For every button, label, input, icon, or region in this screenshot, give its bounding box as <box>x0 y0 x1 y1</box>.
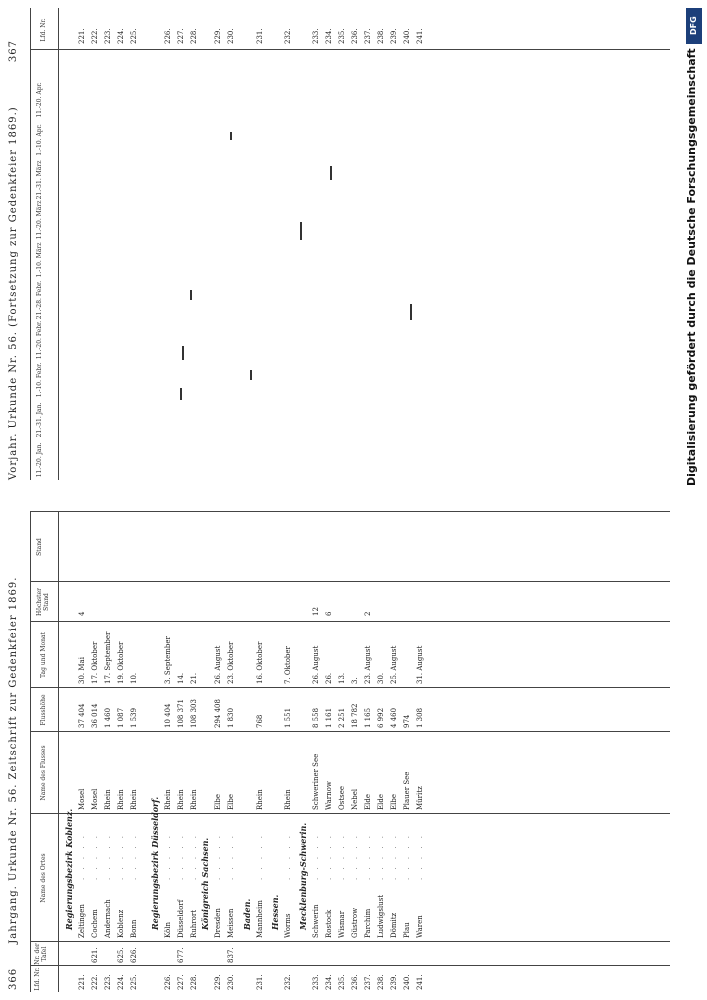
left-table-top-rule <box>30 512 31 992</box>
table-row <box>323 0 336 1000</box>
cell-tafel: 625. <box>117 947 125 963</box>
cell-hoehe: 1 460 <box>104 707 112 728</box>
cell-rnr: 232. <box>284 28 292 44</box>
dot-leader: . . . . . <box>177 832 185 880</box>
tally-mark <box>250 370 252 380</box>
cell-hoehe: 294 408 <box>214 699 222 728</box>
dot-leader: . . . . . <box>164 832 172 880</box>
dot-leader: . . . . . <box>364 832 372 880</box>
cell-fluss: Rhein <box>284 789 292 810</box>
cell-datum: 31. August <box>416 645 424 684</box>
cell-fluss: Ostsee <box>338 785 346 810</box>
cell-nr: 234. <box>325 974 333 990</box>
cell-fluss: Elbe <box>214 794 222 810</box>
cell-datum: 3. <box>351 677 359 684</box>
col-head-hoechst: Höchster Stand <box>36 588 50 616</box>
cell-fluss: Elde <box>364 794 372 810</box>
cell-ort: Ludwigslust <box>377 894 385 938</box>
cell-fluss: Rhein <box>177 789 185 810</box>
cell-ort: Cochem <box>91 909 99 938</box>
table-row <box>89 0 102 1000</box>
cell-rnr: 238. <box>377 28 385 44</box>
right-table-top-rule <box>30 8 31 480</box>
col-head-ort: Name des Ortes <box>40 853 47 903</box>
cell-datum: 25. August <box>390 645 398 684</box>
dot-leader: . . . . . <box>117 832 125 880</box>
cell-fluss: Elbe <box>227 794 235 810</box>
cell-ort: Wismar <box>338 910 346 938</box>
dot-leader: . . . . . <box>190 832 198 880</box>
cell-ort: Meissen <box>227 908 235 938</box>
cell-rnr: 224. <box>117 28 125 44</box>
dot-leader: . . . . . <box>256 832 264 880</box>
col-head-period: 1.-10. Apr. <box>36 124 43 156</box>
cell-fluss: Mosel <box>91 788 99 810</box>
cell-rnr: 241. <box>416 28 424 44</box>
cell-datum: 17. Oktober <box>91 641 99 684</box>
cell-hoehe: 1 539 <box>130 707 138 728</box>
cell-datum: 30. Mai <box>78 657 86 684</box>
dot-leader: . . . . . <box>338 832 346 880</box>
cell-nr: 239. <box>390 974 398 990</box>
cell-ort: Dresden <box>214 908 222 938</box>
cell-rnr: 229. <box>214 28 222 44</box>
table-row <box>225 0 238 1000</box>
cell-fluss: Rhein <box>117 789 125 810</box>
cell-tafel: 621. <box>91 947 99 963</box>
cell-hoehe: 37 404 <box>78 703 86 728</box>
table-row <box>401 0 414 1000</box>
cell-rnr: 240. <box>403 28 411 44</box>
tally-mark <box>330 166 332 180</box>
cell-hoehe: 8 558 <box>312 707 320 728</box>
tally-mark <box>410 304 412 320</box>
dfg-watermark-text: Digitalisierung gefördert durch die Deutsche Forschungsgemeinschaft <box>685 48 698 486</box>
cell-ort: Ruhrort <box>190 909 198 938</box>
cell-ort: Dömitz <box>390 912 398 938</box>
dfg-watermark <box>685 8 703 988</box>
cell-tafel: 837. <box>227 947 235 963</box>
cell-stand: 4 <box>78 611 86 616</box>
cell-nr: 231. <box>256 974 264 990</box>
col-head-lfd-nr: Lfd. Nr. <box>34 967 41 991</box>
cell-hoehe: 1 161 <box>325 707 333 728</box>
cell-ort: Zeltingen <box>78 904 86 938</box>
cell-datum: 3. September <box>164 636 172 684</box>
dot-leader: . . . . . <box>284 832 292 880</box>
cell-rnr: 230. <box>227 28 235 44</box>
cell-datum: 30. <box>377 672 385 684</box>
cell-datum: 17. September <box>104 631 112 684</box>
cell-nr: 233. <box>312 974 320 990</box>
cell-hoehe: 36 014 <box>91 703 99 728</box>
cell-fluss: Rhein <box>104 789 112 810</box>
col-head-right-lfd-nr: Lfd. Nr. <box>40 18 47 42</box>
cell-fluss: Elde <box>377 794 385 810</box>
table-row <box>254 0 267 1000</box>
cell-datum: 23. Oktober <box>227 641 235 684</box>
section-title: Regierungsbezirk Koblenz. <box>64 808 74 930</box>
cell-fluss: Rhein <box>256 789 264 810</box>
col-head-period: 11.-20. März <box>36 200 43 240</box>
cell-ort: Köln <box>164 921 172 938</box>
col-head-period: 1.-10. Febr. <box>36 362 43 398</box>
table-row <box>162 0 175 1000</box>
cell-ort: Düsseldorf <box>177 899 185 938</box>
cell-nr: 225. <box>130 974 138 990</box>
cell-hoehe: 1 308 <box>416 707 424 728</box>
cell-tafel: 626. <box>130 947 138 963</box>
cell-fluss: Rhein <box>130 789 138 810</box>
cell-hoehe: 108 371 <box>177 699 185 728</box>
right-table-header-rule <box>58 8 59 480</box>
cell-rnr: 228. <box>190 28 198 44</box>
cell-rnr: 222. <box>91 28 99 44</box>
cell-datum: 26. <box>325 672 333 684</box>
cell-rnr: 221. <box>78 28 86 44</box>
cell-datum: 13. <box>338 672 346 684</box>
cell-fluss: Plauer See <box>403 771 411 810</box>
section-title: Königreich Sachsen. <box>200 837 210 930</box>
cell-hoehe: 974 <box>403 714 411 728</box>
cell-fluss: Warnow <box>325 781 333 810</box>
cell-ort: Schwerin <box>312 904 320 938</box>
dot-leader: . . . . . <box>312 832 320 880</box>
cell-hoehe: 768 <box>256 714 264 728</box>
cell-rnr: 233. <box>312 28 320 44</box>
col-head-period: 21.-28. Febr. <box>36 280 43 320</box>
table-row <box>362 0 375 1000</box>
cell-nr: 226. <box>164 974 172 990</box>
table-row <box>375 0 388 1000</box>
cell-hoehe: 10 404 <box>164 703 172 728</box>
cell-fluss: Rhein <box>190 789 198 810</box>
cell-fluss: Schweriner See <box>312 753 320 810</box>
table-row <box>414 0 427 1000</box>
section-title: Regierungsbezirk Düsseldorf. <box>150 796 160 930</box>
col-head-period: 11.-20. Febr. <box>36 320 43 360</box>
cell-ort: Parchim <box>364 908 372 938</box>
dot-leader: . . . . . <box>91 832 99 880</box>
cell-datum: 16. Oktober <box>256 641 264 684</box>
cell-ort: Plau <box>403 922 411 938</box>
cell-ort: Güstrow <box>351 907 359 938</box>
cell-ort: Mannheim <box>256 900 264 938</box>
cell-ort: Andernach <box>104 899 112 938</box>
right-page-number: 367 <box>8 40 19 63</box>
cell-nr: 229. <box>214 974 222 990</box>
dot-leader: . . . . . <box>403 832 411 880</box>
cell-datum: 10. <box>130 672 138 684</box>
table-row <box>310 0 323 1000</box>
cell-fluss: Elbe <box>390 794 398 810</box>
section-title: Hessen. <box>270 894 280 930</box>
cell-stand: 2 <box>364 611 372 616</box>
table-row <box>115 0 128 1000</box>
cell-rnr: 235. <box>338 28 346 44</box>
right-page-title: Vorjahr. Urkunde Nr. 56. (Fortsetzung zur Gedenkfeier 1869.) <box>8 106 19 480</box>
dot-leader: . . . . . <box>390 832 398 880</box>
cell-rnr: 227. <box>177 28 185 44</box>
col-head-hoehe: Flusshöhe <box>40 694 47 726</box>
left-page-title: Jahrgang. Urkunde Nr. 56. Zeitschrift zur Gedenkfeier 1869. <box>8 576 19 944</box>
table-row <box>388 0 401 1000</box>
cell-hoehe: 6 992 <box>377 707 385 728</box>
cell-nr: 240. <box>403 974 411 990</box>
section-title: Baden. <box>242 898 252 930</box>
cell-stand: 6 <box>325 611 333 616</box>
left-table-header-rule <box>58 512 59 992</box>
col-head-period: 21.-31. Jan. <box>36 402 43 438</box>
dot-leader: . . . . . <box>130 832 138 880</box>
cell-rnr: 234. <box>325 28 333 44</box>
col-head-fluss: Name des Flusses <box>40 745 47 801</box>
col-head-period: 11.-20. Jan. <box>36 442 43 478</box>
cell-hoehe: 2 251 <box>338 707 346 728</box>
cell-ort: Koblenz <box>117 909 125 938</box>
tally-mark <box>300 222 302 240</box>
table-row <box>76 0 89 1000</box>
table-row <box>282 0 295 1000</box>
cell-rnr: 225. <box>130 28 138 44</box>
tally-mark <box>230 132 232 140</box>
dot-leader: . . . . . <box>78 832 86 880</box>
dfg-logo: DFG <box>686 8 702 44</box>
cell-nr: 228. <box>190 974 198 990</box>
dot-leader: . . . . . <box>104 832 112 880</box>
dot-leader: . . . . . <box>214 832 222 880</box>
table-row <box>212 0 225 1000</box>
cell-ort: Bonn <box>130 919 138 938</box>
cell-rnr: 226. <box>164 28 172 44</box>
cell-datum: 26. August <box>312 645 320 684</box>
cell-nr: 236. <box>351 974 359 990</box>
cell-datum: 19. Oktober <box>117 641 125 684</box>
col-head-tafel: Nr. der Tafel <box>34 943 48 965</box>
table-row <box>349 0 362 1000</box>
dot-leader: . . . . . <box>377 832 385 880</box>
cell-hoehe: 18 782 <box>351 703 359 728</box>
col-head-period: 21.-31. März <box>36 160 43 200</box>
table-row <box>336 0 349 1000</box>
cell-rnr: 231. <box>256 28 264 44</box>
table-row <box>102 0 115 1000</box>
cell-rnr: 237. <box>364 28 372 44</box>
cell-datum: 23. August <box>364 645 372 684</box>
cell-hoehe: 1 165 <box>364 707 372 728</box>
cell-nr: 223. <box>104 974 112 990</box>
cell-ort: Worms <box>284 913 292 938</box>
tally-mark <box>180 388 182 400</box>
cell-nr: 232. <box>284 974 292 990</box>
cell-hoehe: 108 303 <box>190 699 198 728</box>
left-page-number: 366 <box>8 967 19 990</box>
cell-datum: 14. <box>177 672 185 684</box>
cell-ort: Rostock <box>325 909 333 938</box>
cell-hoehe: 4 460 <box>390 707 398 728</box>
cell-stand: 12 <box>312 607 320 616</box>
col-head-period: 1.-10. März <box>36 242 43 278</box>
cell-datum: 26. August <box>214 645 222 684</box>
tally-mark <box>182 346 184 360</box>
table-row <box>188 0 201 1000</box>
cell-ort: Waren <box>416 915 424 938</box>
left-page-header <box>8 577 19 990</box>
cell-nr: 227. <box>177 974 185 990</box>
dot-leader: . . . . . <box>351 832 359 880</box>
cell-nr: 221. <box>78 974 86 990</box>
cell-tafel: 677. <box>177 947 185 963</box>
cell-rnr: 239. <box>390 28 398 44</box>
right-page-header <box>8 40 19 480</box>
cell-nr: 224. <box>117 974 125 990</box>
cell-fluss: Mosel <box>78 788 86 810</box>
cell-datum: 21. <box>190 672 198 684</box>
cell-nr: 235. <box>338 974 346 990</box>
section-title: Mecklenburg-Schwerin. <box>298 822 308 930</box>
cell-fluss: Rhein <box>164 789 172 810</box>
cell-datum: 7. Oktober <box>284 646 292 684</box>
cell-hoehe: 1 087 <box>117 707 125 728</box>
cell-nr: 222. <box>91 974 99 990</box>
cell-hoehe: 1 830 <box>227 707 235 728</box>
tally-mark <box>190 290 192 300</box>
table-row <box>128 0 141 1000</box>
col-head-stand: Stand <box>36 538 43 556</box>
col-head-period: 11.-20. Apr. <box>36 82 43 118</box>
table-row <box>175 0 188 1000</box>
cell-nr: 241. <box>416 974 424 990</box>
cell-fluss: Müritz <box>416 786 424 810</box>
dot-leader: . . . . . <box>325 832 333 880</box>
dot-leader: . . . . . <box>227 832 235 880</box>
cell-rnr: 223. <box>104 28 112 44</box>
cell-nr: 230. <box>227 974 235 990</box>
cell-rnr: 236. <box>351 28 359 44</box>
dot-leader: . . . . . <box>416 832 424 880</box>
cell-hoehe: 1 551 <box>284 707 292 728</box>
col-head-datum: Tag und Monat <box>40 632 47 678</box>
cell-nr: 238. <box>377 974 385 990</box>
cell-fluss: Nebel <box>351 788 359 810</box>
cell-nr: 237. <box>364 974 372 990</box>
